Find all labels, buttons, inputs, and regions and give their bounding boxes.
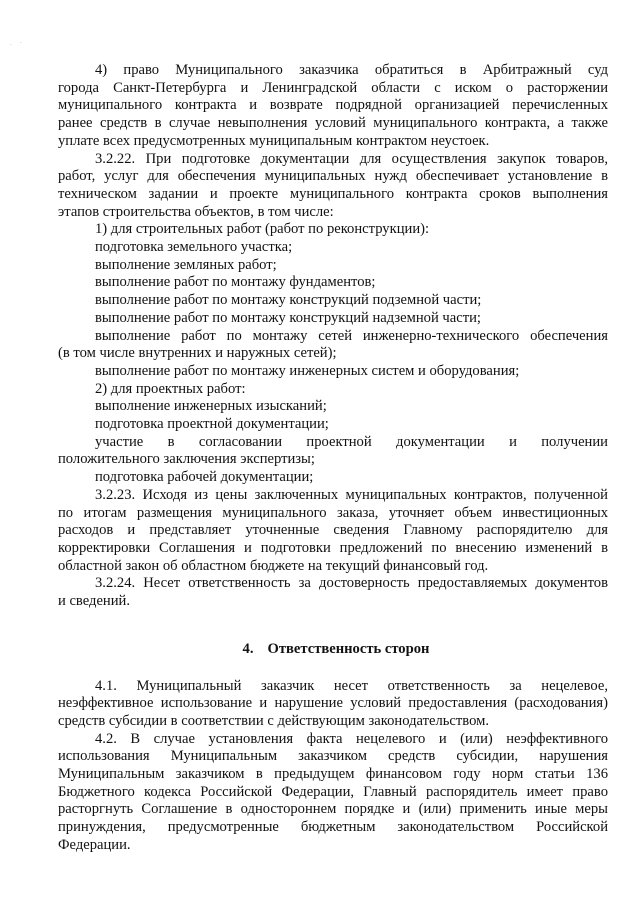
text-line: (в том числе внутренних и наружных сетей);: [58, 345, 337, 362]
text-line: выполнение работ по монтажу фундаментов;: [95, 274, 376, 291]
text-line: подготовка земельного участка;: [95, 239, 293, 256]
document-body: [58, 62, 608, 855]
text-line: Муниципальным заказчиком в предыдущем финансовом году норм статьи 136: [58, 766, 608, 783]
text-line: выполнение работ по монтажу конструкций надземной части;: [95, 309, 481, 326]
text-line: муниципального контракта и возврате подрядной организацией перечисленных: [58, 97, 608, 114]
text-line: уплате всех предусмотренных муниципальным контрактом неустоек.: [58, 132, 490, 149]
text-line: выполнение инженерных изысканий;: [95, 398, 327, 415]
text-line: 1) для строительных работ (работ по реконструкции):: [95, 221, 430, 238]
text-line: этапов строительства объектов, в том числе:: [58, 203, 334, 220]
text-line: выполнение работ по монтажу конструкций подземной части;: [95, 292, 482, 309]
text-line: по итогам размещения муниципального заказа, уточняет объем инвестиционных: [58, 504, 608, 521]
text-line: работ, услуг для обеспечения муниципальных нужд обеспечивает установление в: [58, 168, 608, 185]
text-line: города Санкт-Петербурга и Ленинградской области с иском о расторжении: [58, 79, 608, 96]
text-line: неэффективное использование и нарушение условий предоставления (расходования): [58, 695, 608, 712]
text-line: подготовка рабочей документации;: [95, 469, 314, 486]
text-line: 3.2.24. Несет ответственность за достоверность предоставляемых документов: [95, 575, 608, 592]
text-line: Федерации.: [58, 836, 131, 853]
scan-artifact: . ·: [10, 40, 25, 47]
text-line: 2) для проектных работ:: [95, 380, 246, 397]
text-line: областной закон об областном бюджете на текущий финансовый год.: [58, 557, 489, 574]
text-line: использования Муниципальным заказчиком средств субсидии, нарушения: [58, 748, 608, 765]
text-line: 3.2.22. При подготовке документации для осуществления закупок товаров,: [95, 150, 608, 167]
text-line: техническом задании и проекте муниципального контракта сроков выполнения: [58, 185, 608, 202]
section-heading: [58, 641, 608, 659]
text-line: принуждения, предусмотренные бюджетным законодательством Российской: [58, 819, 608, 836]
text-line: средств субсидии в соответствии с действующим законодательством.: [58, 712, 489, 729]
section-title: Ответственность сторон: [267, 640, 430, 657]
text-line: положительного заключения экспертизы;: [58, 451, 315, 468]
text-line: 4.2. В случае установления факта нецелевого и (или) неэффективного: [95, 730, 608, 747]
text-line: выполнение работ по монтажу инженерных систем и оборудования;: [95, 362, 520, 379]
text-line: выполнение земляных работ;: [95, 256, 277, 273]
text-line: расторгнуть Соглашение в одностороннем порядке и (или) применить иные меры: [58, 801, 608, 818]
text-line: подготовка проектной документации;: [95, 416, 329, 433]
text-line: и сведений.: [58, 593, 131, 610]
paragraphs-top: [58, 62, 608, 611]
text-line: участие в согласовании проектной документации и получении: [95, 433, 608, 450]
text-line: корректировки Соглашения и подготовки предложений по внесению изменений в: [58, 539, 608, 556]
text-line: расходов и представляет уточненные сведения Главному распорядителю для: [58, 522, 608, 539]
text-line: ранее средств в случае невыполнения условий муниципального контракта, а также: [58, 115, 608, 132]
text-line: 3.2.23. Исходя из цены заключенных муниципальных контрактов, полученной: [95, 486, 608, 503]
text-line: Бюджетного кодекса Российской Федерации, Главный распорядитель имеет право: [58, 783, 608, 800]
text-line: выполнение работ по монтажу сетей инженерно-технического обеспечения: [95, 327, 608, 344]
text-line: 4) право Муниципального заказчика обратиться в Арбитражный суд: [95, 62, 608, 78]
spacer: [58, 659, 608, 678]
text-line: 4.1. Муниципальный заказчик несет ответственность за нецелевое,: [95, 677, 608, 694]
section-number: 4.: [242, 640, 254, 657]
spacer: [58, 611, 608, 641]
paragraphs-bottom: [58, 678, 608, 855]
